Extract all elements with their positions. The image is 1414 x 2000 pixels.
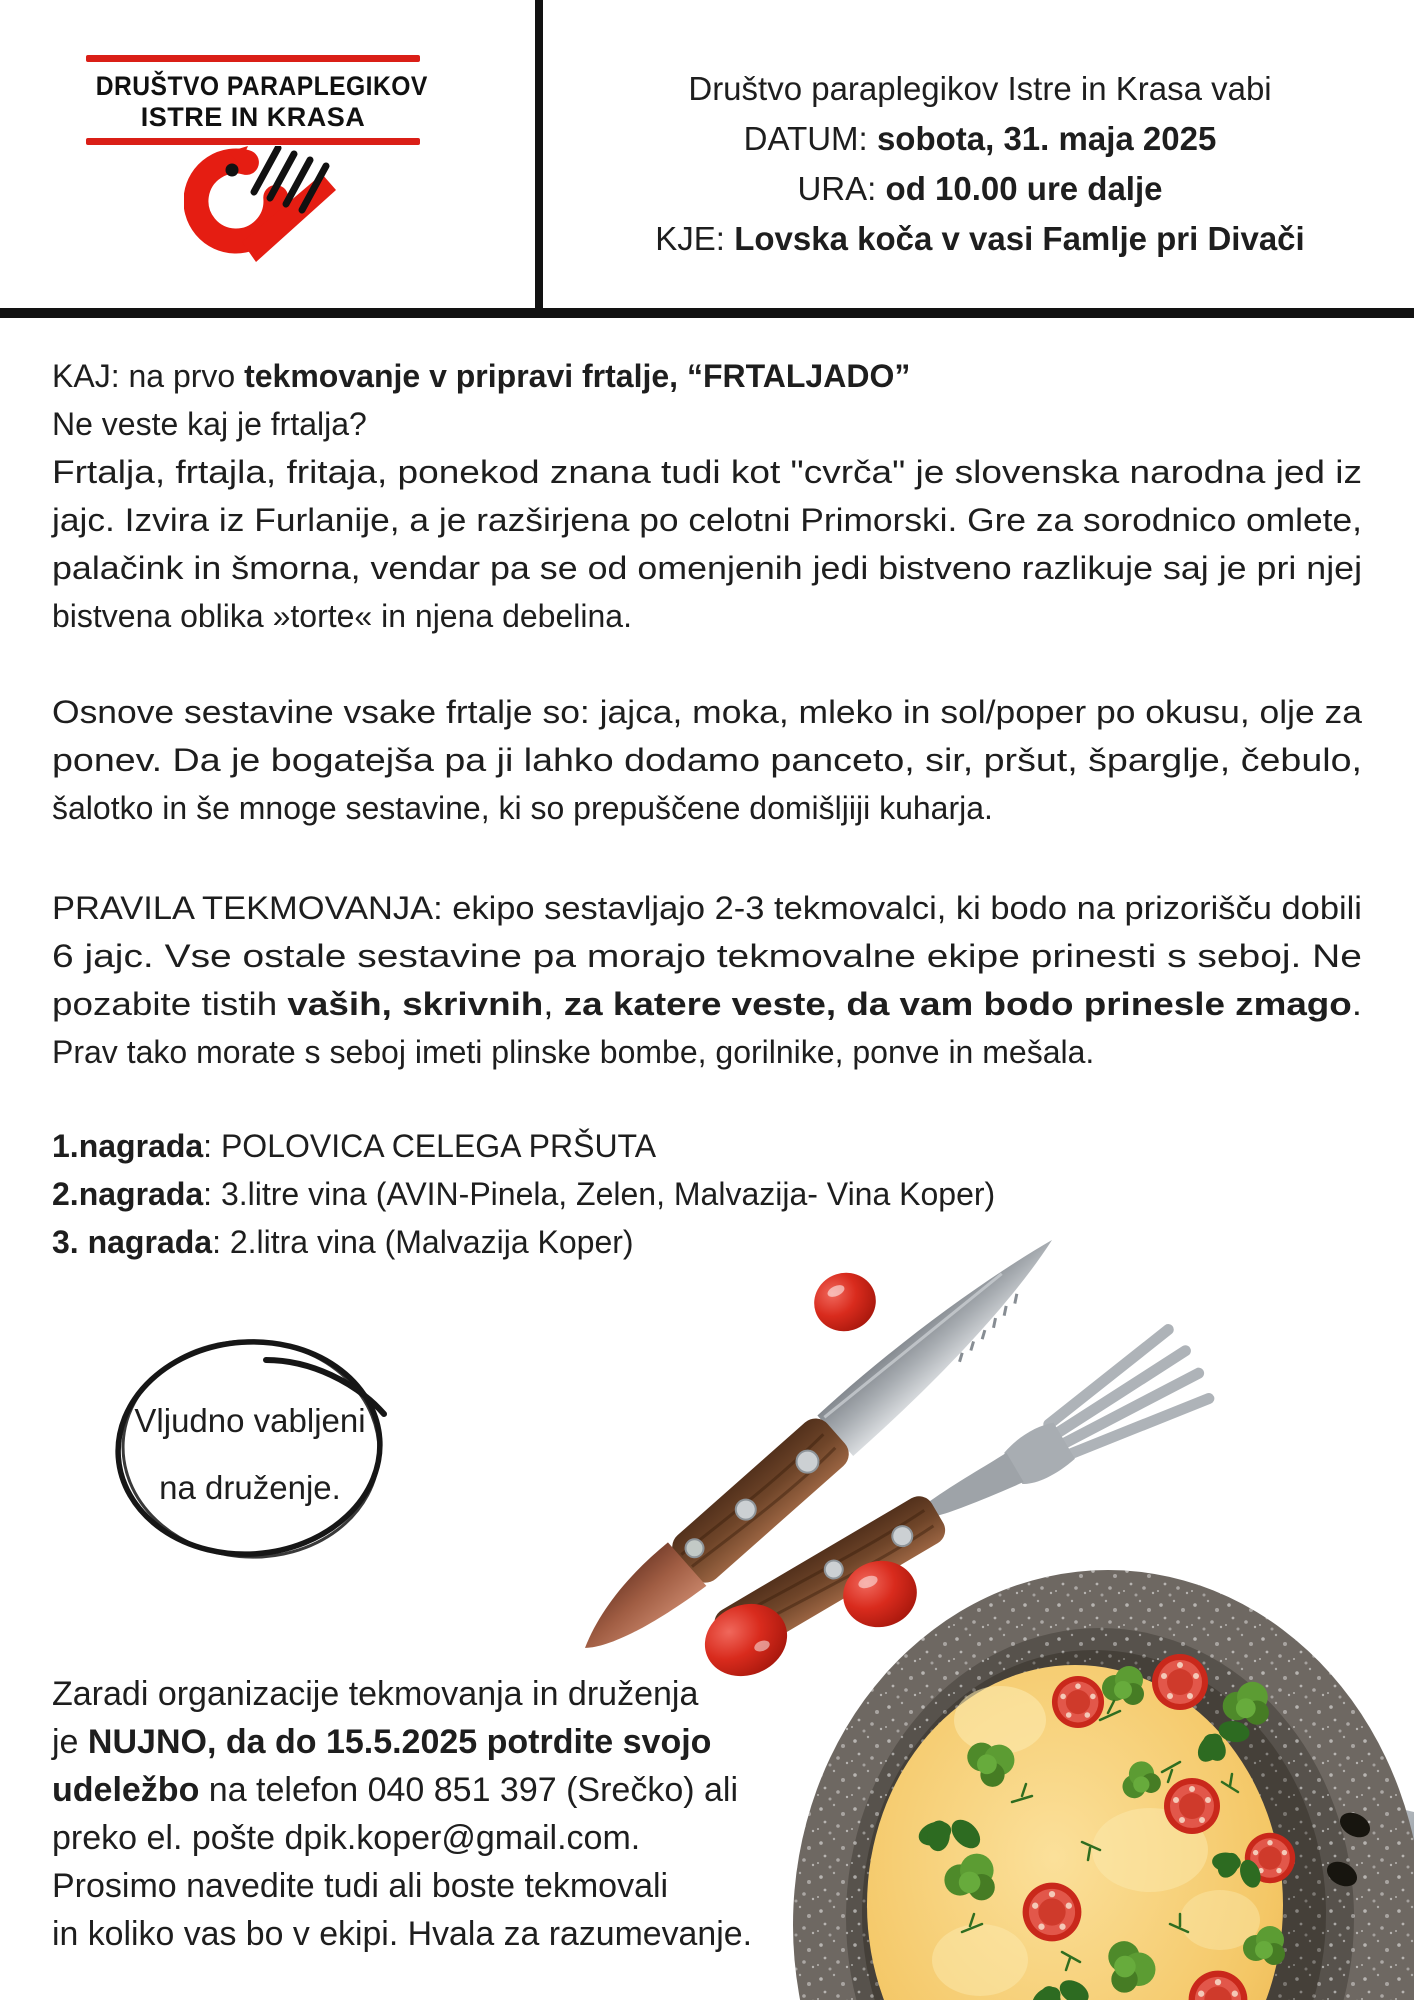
prize-3-line: 3. nagrada: 2.litra vina (Malvazija Koper)	[52, 1224, 634, 1260]
logo-top-red-line	[86, 55, 420, 62]
invitation-bubble	[115, 1387, 385, 1521]
invite-line: Društvo paraplegikov Istre in Krasa vabi	[688, 70, 1272, 107]
body-line: Ne veste kaj je frtalja?	[52, 406, 367, 442]
footer-line: Prosimo navedite tudi ali boste tekmovali	[52, 1867, 669, 1905]
footer-line: udeležbo na telefon 040 851 397 (Srečko) ali	[52, 1771, 739, 1809]
body-text	[52, 352, 1362, 1266]
body-line: ponev. Da je bogatejša pa ji lahko dodamo panceto, sir, pršut, šparglje, čebulo,	[52, 742, 1362, 778]
body-line: šalotko in še mnoge sestavine, ki so prepuščene domišljiji kuharja.	[52, 790, 993, 826]
what-line: KAJ: na prvo tekmovanje v pripravi frtalje, “FRTALJADO”	[52, 358, 911, 394]
logo-bottom-red-line	[86, 138, 420, 145]
body-line: jajc. Izvira iz Furlanije, a je razširjena po celotni Primorski. Gre za sorodnico omlete,	[52, 502, 1362, 538]
bubble-line-1: Vljudno vabljeni	[134, 1402, 366, 1439]
date-line: DATUM: sobota, 31. maja 2025	[743, 120, 1217, 157]
bubble-line-2: na druženje.	[159, 1469, 341, 1506]
place-line: KJE: Lovska koča v vasi Famlje pri Divači	[655, 220, 1305, 257]
header-vertical-divider	[535, 0, 543, 308]
logo-title: DRUŠTVO PARAPLEGIKOV ISTRE IN KRASA	[95, 71, 428, 132]
time-line: URA: od 10.00 ure dalje	[797, 170, 1163, 207]
bird-heart-logo-icon	[184, 146, 344, 270]
body-line: pozabite tistih vaših, skrivnih, za katere veste, da vam bodo prinesle zmago.	[52, 986, 1363, 1022]
body-line: palačink in šmorna, vendar pa se od omenjenih jedi bistveno razlikuje saj je pri njej	[52, 550, 1363, 586]
footer-line: in koliko vas bo v ekipi. Hvala za razumevanje.	[52, 1915, 752, 1953]
body-line: Frtalja, frtajla, fritaja, ponekod znana tudi kot "cvrča" je slovenska narodna jed iz	[52, 454, 1363, 490]
prize-2-line: 2.nagrada: 3.litre vina (AVIN-Pinela, Zelen, Malvazija- Vina Koper)	[52, 1176, 996, 1212]
body-line: Prav tako morate s seboj imeti plinske bombe, gorilnike, ponve in mešala.	[52, 1034, 1095, 1070]
prize-1-line: 1.nagrada: POLOVICA CELEGA PRŠUTA	[52, 1128, 657, 1164]
rules-line: PRAVILA TEKMOVANJA: ekipo sestavljajo 2-3 tekmovalci, ki bodo na prizorišču dobili	[52, 890, 1362, 926]
footer-line: je NUJNO, da do 15.5.2025 potrdite svojo	[52, 1723, 712, 1761]
association-logo	[80, 50, 426, 280]
footer-line: Zaradi organizacije tekmovanja in druženja	[52, 1675, 699, 1713]
tomato-illustration	[807, 1265, 884, 1339]
body-line: bistvena oblika »torte« in njena debelina.	[52, 598, 632, 634]
body-line: Osnove sestavine vsake frtalje so: jajca, moka, mleko in sol/poper po okusu, olje za	[52, 694, 1362, 730]
header-horizontal-divider	[0, 308, 1414, 318]
rsvp-text	[52, 1670, 752, 1958]
body-line: 6 jajc. Vse ostale sestavine pa morajo tekmovalne ekipe prinesti s seboj. Ne	[52, 938, 1362, 974]
footer-email-line: preko el. pošte dpik.koper@gmail.com.	[52, 1819, 641, 1857]
pan-illustration	[793, 1570, 1414, 2000]
event-header	[550, 64, 1410, 264]
